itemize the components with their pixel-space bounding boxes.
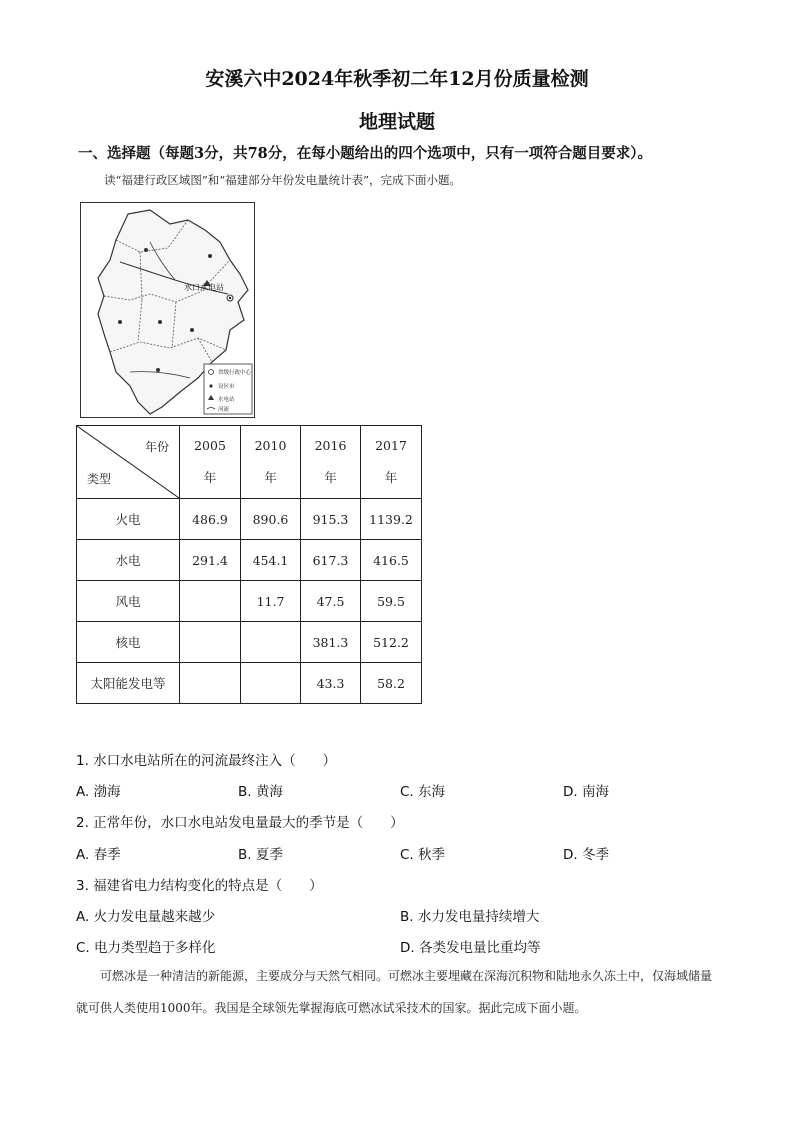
table-row xyxy=(77,663,422,704)
legend-city: 设区市 xyxy=(218,384,235,390)
reading-passage: 可燃冰是一种清洁的新能源，主要成分与天然气相同。可燃冰主要埋藏在深海沉积物和陆地永久冻土中，仅海域储量就可供人类使用1000年。我国是全球领先掌握海底可燃冰试采技术的国家。据此完成下面小题。 xyxy=(76,969,713,1015)
question-3-option-a[interactable]: A. 火力发电量越来越少 xyxy=(76,909,216,925)
table-row xyxy=(77,581,422,622)
table-cell: 915.3 xyxy=(301,499,361,540)
row-type: 火电 xyxy=(77,499,180,540)
question-1-option-b[interactable]: B. 黄海 xyxy=(238,784,283,800)
table-cell: 512.2 xyxy=(361,622,422,663)
question-1-stem: 1. 水口水电站所在的河流最终注入（ ） xyxy=(76,753,337,769)
year-header-2005: 2005 年 xyxy=(180,426,241,499)
row-type: 太阳能发电等 xyxy=(77,663,180,704)
year-header-2016: 2016 年 xyxy=(301,426,361,499)
row-type: 风电 xyxy=(77,581,180,622)
fujian-map xyxy=(80,202,255,418)
page-subtitle: 地理试题 xyxy=(358,111,435,133)
table-cell: 486.9 xyxy=(180,499,241,540)
section-heading: 一、选择题（每题3分，共78分，在每小题给出的四个选项中，只有一项符合题目要求）。 xyxy=(78,145,653,162)
question-2-option-d[interactable]: D. 冬季 xyxy=(563,847,609,863)
question-3-option-d[interactable]: D. 各类发电量比重均等 xyxy=(400,940,541,956)
table-cell xyxy=(241,622,301,663)
table-corner-cell xyxy=(77,426,180,499)
table-cell: 59.5 xyxy=(361,581,422,622)
table-row xyxy=(77,540,422,581)
table-cell: 11.7 xyxy=(241,581,301,622)
legend-hydro: 水电站 xyxy=(218,397,235,403)
table-row xyxy=(77,622,422,663)
row-type: 核电 xyxy=(77,622,180,663)
question-2-option-a[interactable]: A. 春季 xyxy=(76,847,121,863)
table-cell xyxy=(180,622,241,663)
question-1-option-a[interactable]: A. 渤海 xyxy=(76,784,121,800)
row-type: 水电 xyxy=(77,540,180,581)
table-cell: 43.3 xyxy=(301,663,361,704)
question-1-option-d[interactable]: D. 南海 xyxy=(563,784,609,800)
header-year-label: 年份 xyxy=(144,440,169,454)
header-type-label: 类型 xyxy=(87,472,112,486)
section-intro: 读“福建行政区域图”和“福建部分年份发电量统计表”，完成下面小题。 xyxy=(104,173,462,187)
table-cell: 47.5 xyxy=(301,581,361,622)
table-cell: 890.6 xyxy=(241,499,301,540)
year-header-2017: 2017 年 xyxy=(361,426,422,499)
table-header-row xyxy=(77,426,422,499)
station-label: 水口水电站 xyxy=(184,283,224,292)
year-header-2010: 2010 年 xyxy=(241,426,301,499)
table-cell: 454.1 xyxy=(241,540,301,581)
legend-river: 河流 xyxy=(218,407,230,413)
fujian-map-drawing xyxy=(80,202,255,418)
table-cell: 291.4 xyxy=(180,540,241,581)
table-cell: 617.3 xyxy=(301,540,361,581)
question-3-option-b[interactable]: B. 水力发电量持续增大 xyxy=(400,909,540,925)
table-cell: 381.3 xyxy=(301,622,361,663)
question-2-stem: 2. 正常年份，水口水电站发电量最大的季节是（ ） xyxy=(76,815,404,831)
power-generation-table xyxy=(76,425,422,704)
question-2-option-b[interactable]: B. 夏季 xyxy=(238,847,283,863)
table-cell xyxy=(180,581,241,622)
table-row xyxy=(77,499,422,540)
table-cell xyxy=(180,663,241,704)
table-cell xyxy=(241,663,301,704)
table-cell: 58.2 xyxy=(361,663,422,704)
question-3-stem: 3. 福建省电力结构变化的特点是（ ） xyxy=(76,878,323,894)
page-title: 安溪六中2024年秋季初二年12月份质量检测 xyxy=(205,68,589,90)
question-2-option-c[interactable]: C. 秋季 xyxy=(400,847,446,863)
question-1-option-c[interactable]: C. 东海 xyxy=(400,784,446,800)
table-cell: 1139.2 xyxy=(361,499,422,540)
table-cell: 416.5 xyxy=(361,540,422,581)
legend-capital: 省级行政中心 xyxy=(218,370,252,376)
question-3-option-c[interactable]: C. 电力类型趋于多样化 xyxy=(76,940,216,956)
